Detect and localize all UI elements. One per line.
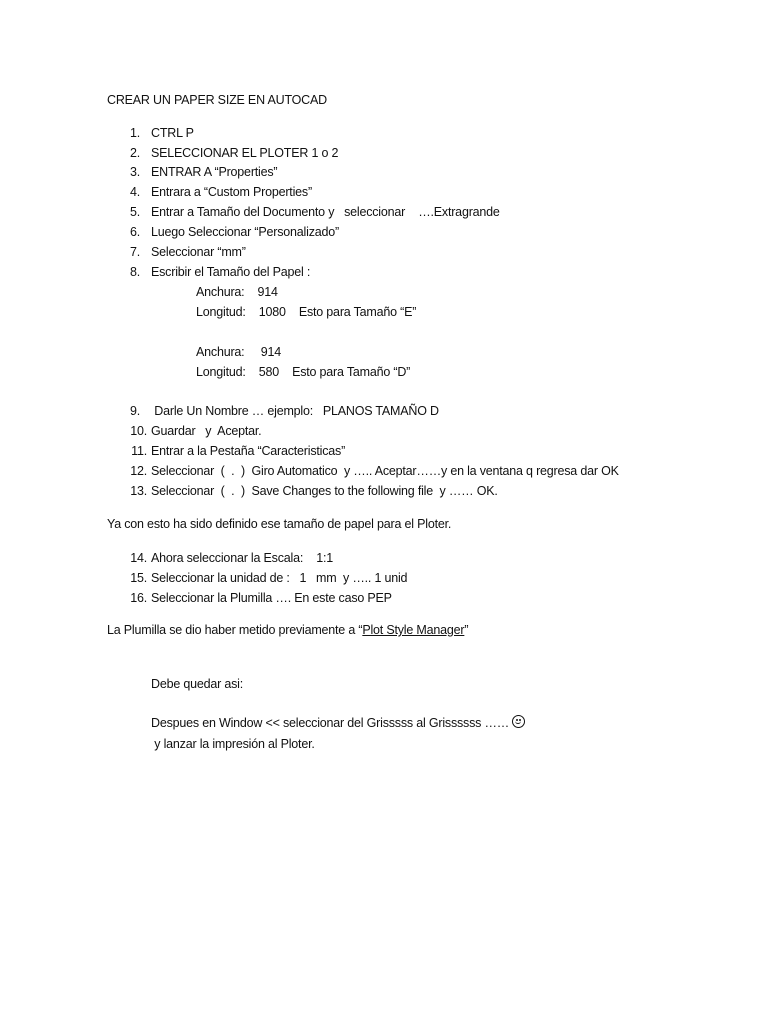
list-text: Seleccionar “mm” — [151, 245, 246, 259]
list-text: Entrar a la Pestaña “Caracteristicas” — [151, 444, 346, 458]
list-text: Luego Seleccionar “Personalizado” — [151, 225, 339, 239]
list-number: 15. — [130, 571, 147, 585]
document-title: CREAR UN PAPER SIZE EN AUTOCAD — [107, 93, 327, 107]
list-text: Escribir el Tamaño del Papel : — [151, 265, 311, 279]
list-number: 1. — [129, 126, 140, 140]
list-number: 11. — [131, 444, 147, 458]
despues-line — [151, 715, 525, 731]
list-number: 9. — [129, 404, 140, 418]
list-number: 4. — [129, 185, 140, 199]
smiley-icon — [512, 715, 525, 728]
closing-quote: ” — [464, 623, 469, 637]
size-e-length: Longitud: 1080 Esto para Tamaño “E” — [196, 305, 417, 319]
lanzar-text: y lanzar la impresión al Ploter. — [151, 737, 315, 751]
list-number: 12. — [130, 464, 147, 478]
list-number: 7. — [129, 245, 140, 259]
list-text: ENTRAR A “Properties” — [151, 165, 278, 179]
list-number: 5. — [129, 205, 140, 219]
despues-text: Despues en Window << seleccionar del Grisssss al Grissssss …… — [151, 716, 510, 730]
list-text: Guardar y Aceptar. — [151, 424, 262, 438]
list-text: Seleccionar la unidad de : 1 mm y ….. 1 unid — [151, 571, 408, 585]
list-text: Ahora seleccionar la Escala: 1:1 — [151, 551, 333, 565]
size-d-length: Longitud: 580 Esto para Tamaño “D” — [196, 365, 411, 379]
list-text: Entrara a “Custom Properties” — [151, 185, 312, 199]
list-number: 14. — [130, 551, 147, 565]
paragraph-plumilla — [107, 622, 468, 638]
list-number: 2. — [129, 146, 140, 160]
debe-quedar-text: Debe quedar asi: — [151, 677, 244, 691]
list-text: Entrar a Tamaño del Documento y seleccionar ….Extragrande — [151, 205, 500, 219]
list-text: Seleccionar la Plumilla …. En este caso PEP — [151, 591, 392, 605]
list-number: 13. — [130, 484, 147, 498]
size-e-width: Anchura: 914 — [196, 285, 278, 299]
list-number: 6. — [129, 225, 140, 239]
list-number: 10. — [130, 424, 147, 438]
list-number: 16. — [130, 591, 147, 605]
list-number: 3. — [129, 165, 140, 179]
list-text: Seleccionar ( . ) Save Changes to the following file y …… OK. — [151, 484, 498, 498]
list-text: Seleccionar ( . ) Giro Automatico y ….. Aceptar……y en la ventana q regresa dar OK — [151, 464, 619, 478]
list-text: SELECCIONAR EL PLOTER 1 o 2 — [151, 146, 339, 160]
size-d-width: Anchura: 914 — [196, 345, 282, 359]
list-text: CTRL P — [151, 126, 194, 140]
plot-style-manager-link: Plot Style Manager — [362, 623, 465, 637]
list-number: 8. — [129, 265, 140, 279]
paragraph-ploter-defined: Ya con esto ha sido definido ese tamaño de papel para el Ploter. — [107, 517, 452, 531]
list-text: Darle Un Nombre … ejemplo: PLANOS TAMAÑO D — [151, 404, 439, 418]
paragraph-plumilla-text: La Plumilla se dio haber metido previamente a “ — [107, 623, 363, 637]
